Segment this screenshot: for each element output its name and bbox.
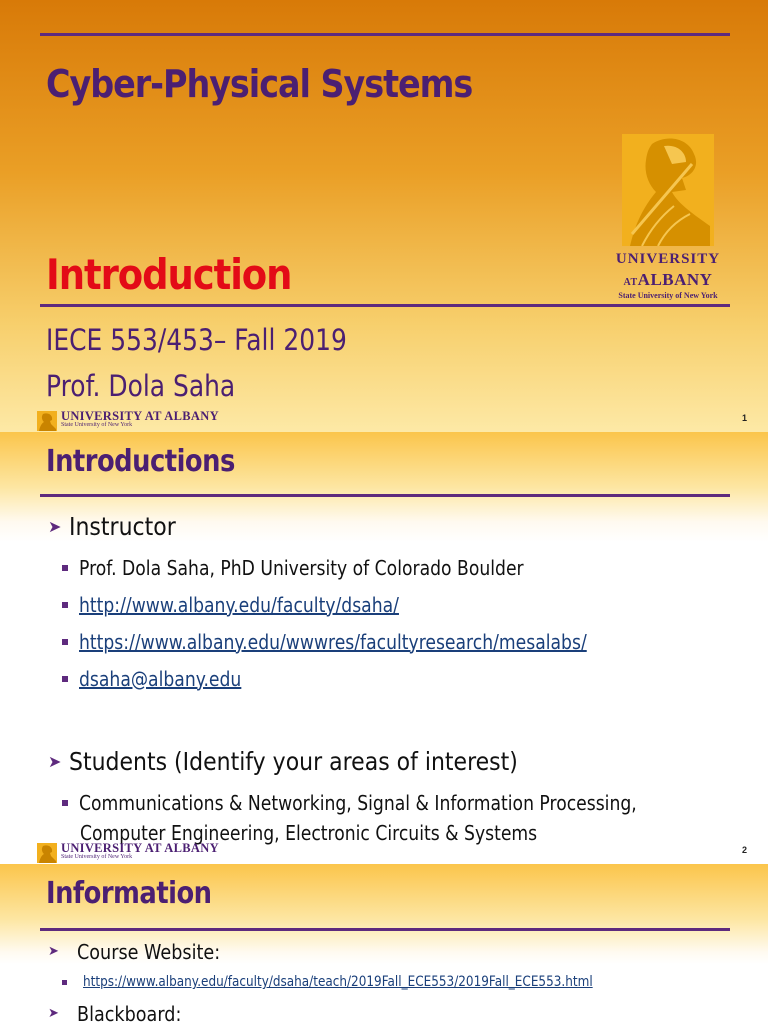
footer-brand: UNIVERSITY AT ALBANY <box>61 409 219 423</box>
instructor-item: Prof. Dola Saha, PhD University of Colorado Boulder <box>62 554 596 580</box>
university-logo <box>600 134 736 304</box>
slide-title: Introductions <box>46 444 235 479</box>
arrow-bullet-icon: ➤ <box>48 516 62 536</box>
square-bullet-icon <box>62 676 68 682</box>
slide-footer <box>37 842 757 864</box>
slide-title: Information <box>46 876 212 911</box>
professor-name: Prof. Dola Saha <box>46 369 236 403</box>
subtitle-rule <box>40 304 730 307</box>
slide-title: Cyber-Physical Systems <box>46 62 473 106</box>
minerva-small-icon <box>37 411 57 431</box>
course-website-link[interactable]: https://www.albany.edu/faculty/dsaha/teach/2019Fall_ECE553/2019Fall_ECE553.html <box>83 974 593 990</box>
slide-subtitle: Introduction <box>46 250 292 299</box>
faculty-link-item[interactable] <box>62 591 451 617</box>
arrow-bullet-icon: ➤ <box>48 751 62 771</box>
course-code: IECE 553/453– Fall 2019 <box>46 323 347 357</box>
slide-1 <box>0 0 768 432</box>
arrow-bullet-icon: ➤ <box>48 944 59 959</box>
footer-suny: State University of New York <box>61 854 133 860</box>
lab-link-item[interactable] <box>62 628 669 654</box>
logo-suny-text: State University of New York <box>618 291 718 300</box>
footer-brand: UNIVERSITY AT ALBANY <box>61 841 219 855</box>
page-number: 2 <box>741 845 747 855</box>
minerva-small-icon <box>37 843 57 863</box>
top-rule <box>40 33 730 36</box>
bullet-blackboard: ➤ Blackboard: <box>48 1001 182 1024</box>
square-bullet-icon <box>62 602 68 608</box>
slide-2 <box>0 432 768 864</box>
faculty-link[interactable]: http://www.albany.edu/faculty/dsaha/ <box>79 592 399 617</box>
bullet-course-website: ➤ Course Website: <box>48 939 221 964</box>
slide-footer <box>37 410 757 432</box>
minerva-icon <box>622 134 714 246</box>
email-link-item[interactable] <box>62 665 268 691</box>
bullet-students: ➤ Students (Identify your areas of interest) <box>48 746 519 776</box>
students-item-continued: Computer Engineering, Electronic Circuits & Systems <box>80 821 538 845</box>
title-rule <box>40 928 730 931</box>
square-bullet-icon <box>62 980 67 985</box>
email-link[interactable]: dsaha@albany.edu <box>79 666 242 691</box>
students-item: Communications & Networking, Signal & Information Processing, <box>62 789 728 815</box>
title-rule <box>40 494 730 497</box>
square-bullet-icon <box>62 800 68 806</box>
page-number: 1 <box>741 413 747 423</box>
footer-suny: State University of New York <box>61 422 133 428</box>
logo-albany-text: ATALBANY <box>623 270 713 289</box>
logo-university-text: UNIVERSITY <box>615 251 721 267</box>
bullet-instructor: ➤ Instructor <box>48 511 177 541</box>
square-bullet-icon <box>62 639 68 645</box>
square-bullet-icon <box>62 565 68 571</box>
arrow-bullet-icon: ➤ <box>48 1006 59 1021</box>
course-website-item[interactable] <box>62 974 676 990</box>
slide-3 <box>0 864 768 1024</box>
lab-link[interactable]: https://www.albany.edu/wwwres/facultyresearch/mesalabs/ <box>79 629 587 654</box>
